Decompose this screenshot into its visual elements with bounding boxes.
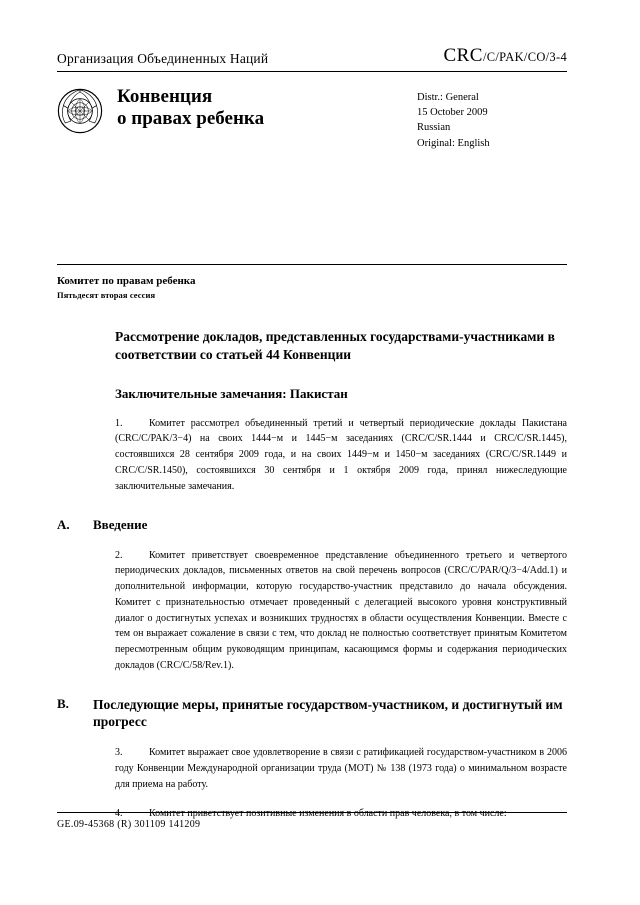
page-footer (57, 812, 567, 830)
section-b-heading (57, 696, 567, 731)
section-b-letter: B. (57, 695, 69, 711)
header-main-row (57, 72, 567, 172)
distr-line-3: Russian (417, 122, 451, 134)
convention-title-line1: Конвенция (117, 86, 213, 107)
paragraph-1 (115, 416, 567, 495)
document-symbol (443, 45, 567, 67)
section-a-letter: A. (57, 516, 70, 532)
section-b-title: Последующие меры, принятые государством-участником, и достигнутый им прогресс (93, 696, 563, 730)
paragraph-4-number: 4. (115, 808, 123, 820)
un-emblem-icon (57, 88, 103, 134)
distr-line-1: Distr.: General (417, 92, 479, 103)
organization-name: Организация Объединенных Наций (57, 51, 269, 66)
paragraph-3 (115, 745, 567, 792)
document-symbol-suffix: /C/PAK/CO/3-4 (482, 50, 567, 64)
footer-job-number: GE.09-45368 (R) 301109 141209 (57, 819, 201, 830)
paragraph-2 (115, 548, 567, 674)
paragraph-3-number: 3. (115, 746, 123, 758)
page-content (57, 45, 567, 822)
document-symbol-prefix: CRC (443, 45, 483, 66)
page-title: Рассмотрение докладов, представленных государствами-участниками в соответствии со статьей 44 Конвенции (115, 329, 555, 362)
paragraph-2-number: 2. (115, 549, 123, 561)
section-a-title: Введение (93, 516, 148, 532)
paragraph-4-text: Комитет приветствует позитивные изменения в области прав человека, в том числе: (149, 808, 507, 820)
session-label: Пятьдесят вторая сессия (57, 290, 156, 300)
paragraph-1-number: 1. (115, 417, 123, 429)
paragraph-2-text: Комитет приветствует своевременное представление объединенного третьего и четвертого периодических докладов, письменных ответов на свой перечень вопросов (CRC/C/PAR/Q/3−4/Add.1) и дополнительной информации, которую государство-участник представило до начала обсуждения. Комитет с признательностью отмечает проведенный с делегацией высокого уровня конструктивный диалог о достигнутых успехах и возникших трудностях в области осуществления Конвенции. Вместе с тем он выражает сожаление в связи с тем, что доклад не полностью соответствует принятым Комитетом пересмотренным общим руководящим принципам, касающимся формы и содержания периодических докладов (CRC/C/58/Rev.1). (115, 549, 567, 672)
convention-title-line2: о правах ребенка (117, 108, 265, 130)
document-body (57, 264, 567, 822)
committee-name: Комитет по правам ребенка (57, 275, 196, 287)
paragraph-1-text: Комитет рассмотрел объединенный третий и четвертый периодические доклады Пакистана (CRC/C/PAK/3−4) на своих 1444−м и 1445−м заседаниях (CRC/C/SR.1444 и CRC/C/SR.1445), состоявшихся 28 сентября 2009 года, и на своих 1449−м и 1450−м заседаниях (CRC/C/SR.1449 и CRC/C/SR.1450), состоявшихся 30 сентября и 1 октября 2009 года, принял нижеследующие заключительные замечания. (115, 417, 567, 492)
distr-line-2: 15 October 2009 (417, 107, 488, 119)
indented-body (115, 328, 567, 495)
convention-title (117, 84, 417, 131)
section-a-body (115, 548, 567, 674)
paragraph-3-text: Комитет выражает свое удовлетворение в связи с ратификацией государством-участником в 2006 году Конвенции Международной организации труда (МОТ) № 138 (1973 года) о минимальном возрасте для приема на работу. (115, 746, 567, 790)
header-top-row (57, 45, 567, 71)
footer-rule (57, 812, 567, 813)
section-a-heading (57, 517, 567, 534)
distribution-block (417, 84, 567, 151)
body-rule (57, 264, 567, 265)
section-b-body (115, 745, 567, 822)
concluding-observations-title: Заключительные замечания: Пакистан (115, 385, 348, 401)
distr-line-4: Original: English (417, 137, 490, 149)
